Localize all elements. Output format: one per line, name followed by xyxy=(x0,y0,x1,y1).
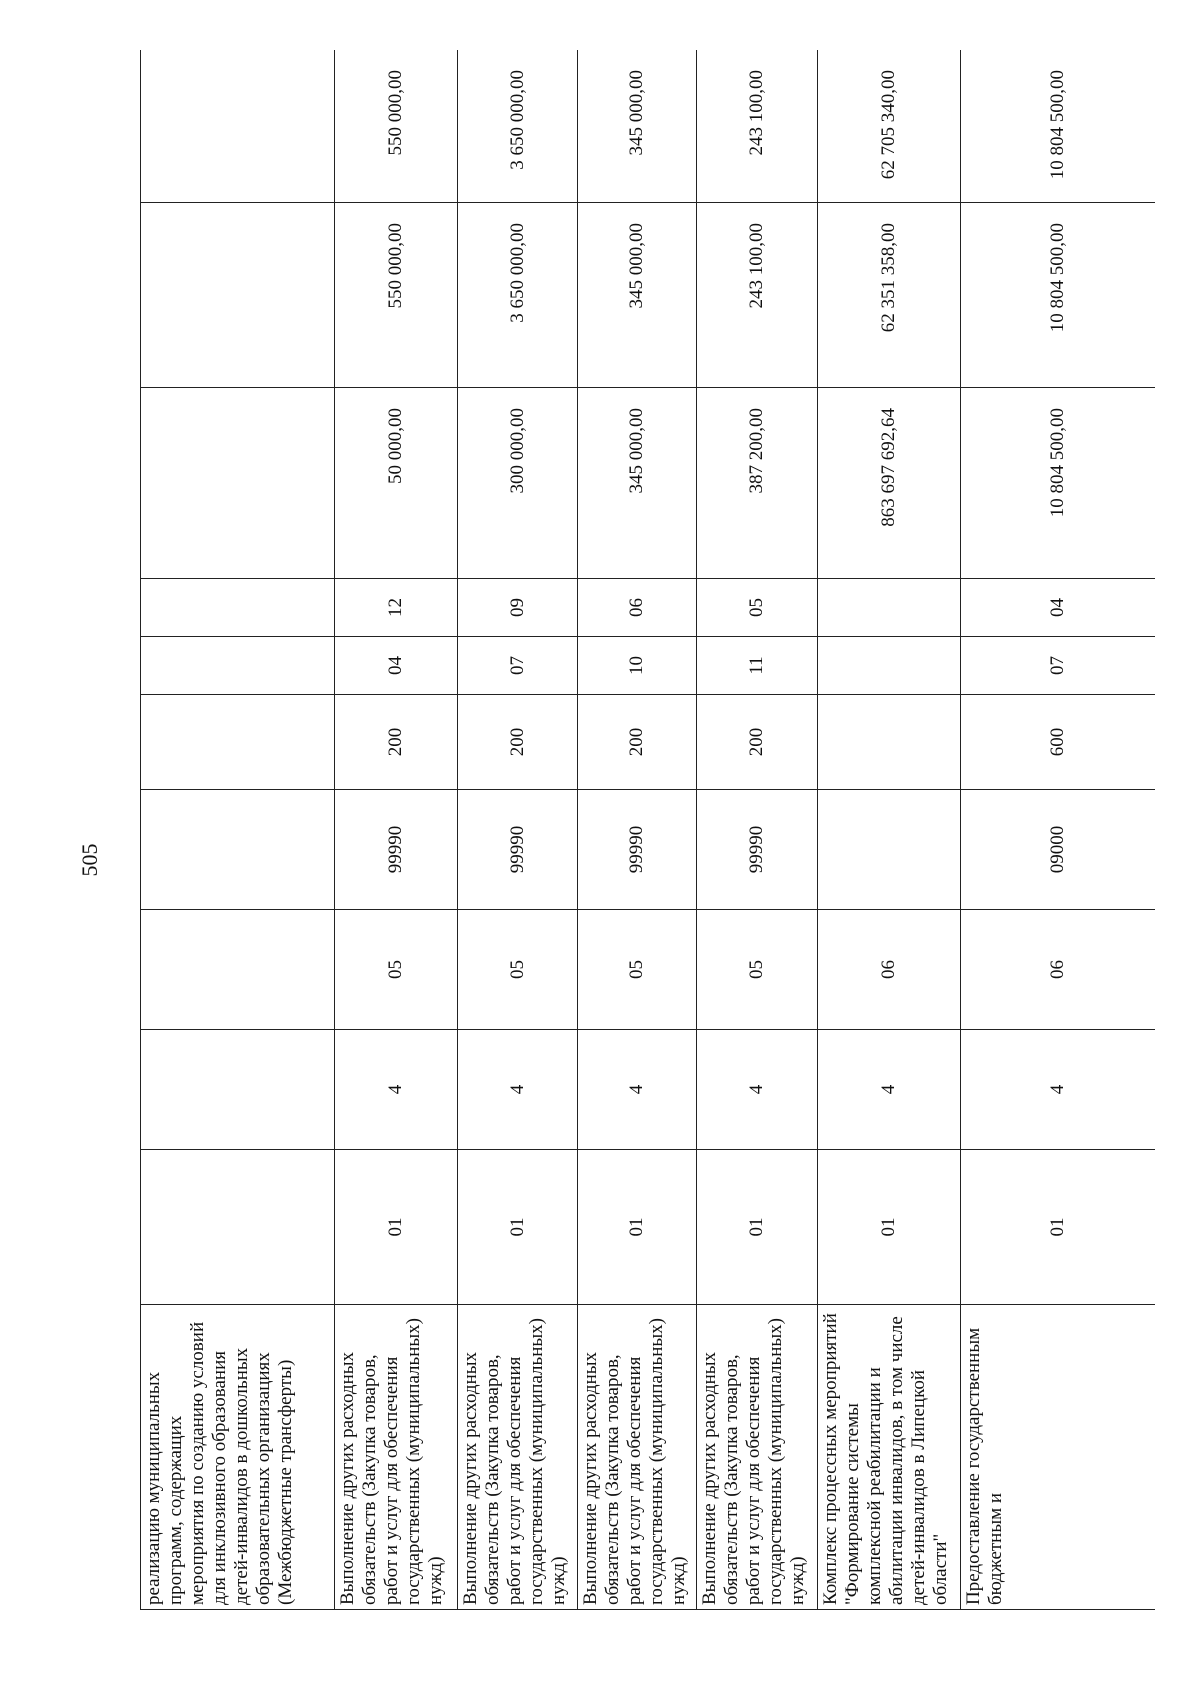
table-row xyxy=(818,50,961,1610)
cell-subsection: 06 xyxy=(578,579,697,637)
cell-direction xyxy=(141,910,335,1030)
cell-name: Выполнение других расходных обязательств (Закупка товаров, работ и услуг для обеспечения государственных (муниципальных) нужд) xyxy=(697,1305,818,1610)
cell-amount-2: 10 804 500,00 xyxy=(961,203,1156,388)
cell-section xyxy=(141,637,335,695)
cell-amount-3: 550 000,00 xyxy=(335,50,458,203)
cell-name: Предоставление государственным бюджетным и xyxy=(961,1305,1156,1610)
cell-program: 01 xyxy=(818,1150,961,1305)
table-row xyxy=(141,50,335,1610)
cell-expense-code: 09000 xyxy=(961,790,1156,910)
table-row xyxy=(961,50,1156,1610)
cell-section: 07 xyxy=(961,637,1156,695)
cell-expense-type: 200 xyxy=(578,695,697,790)
cell-section: 04 xyxy=(335,637,458,695)
cell-amount-2: 3 650 000,00 xyxy=(458,203,578,388)
table-row xyxy=(335,50,458,1610)
cell-subsection xyxy=(818,579,961,637)
cell-subprogram: 4 xyxy=(335,1030,458,1150)
cell-program: 01 xyxy=(335,1150,458,1305)
cell-amount-2: 62 351 358,00 xyxy=(818,203,961,388)
cell-section xyxy=(818,637,961,695)
cell-subsection: 12 xyxy=(335,579,458,637)
cell-subprogram: 4 xyxy=(697,1030,818,1150)
cell-amount-3: 62 705 340,00 xyxy=(818,50,961,203)
cell-name: Выполнение других расходных обязательств (Закупка товаров, работ и услуг для обеспечения государственных (муниципальных) нужд) xyxy=(578,1305,697,1610)
cell-amount-1: 10 804 500,00 xyxy=(961,388,1156,579)
cell-amount-2 xyxy=(141,203,335,388)
cell-amount-2: 243 100,00 xyxy=(697,203,818,388)
cell-subsection: 04 xyxy=(961,579,1156,637)
cell-name: реализацию муниципальных программ, содержащих мероприятия по созданию условий для инклюзивного образования детей-инвалидов в дошкольных образовательных организациях (Межбюджетные трансферты) xyxy=(141,1305,335,1610)
cell-program xyxy=(141,1150,335,1305)
cell-name: Выполнение других расходных обязательств (Закупка товаров, работ и услуг для обеспечения государственных (муниципальных) нужд) xyxy=(458,1305,578,1610)
cell-amount-1: 863 697 692,64 xyxy=(818,388,961,579)
cell-expense-code: 99990 xyxy=(335,790,458,910)
cell-expense-type: 200 xyxy=(335,695,458,790)
cell-subprogram: 4 xyxy=(578,1030,697,1150)
budget-table xyxy=(140,50,1155,1610)
cell-section: 07 xyxy=(458,637,578,695)
cell-amount-3: 10 804 500,00 xyxy=(961,50,1156,203)
cell-expense-type xyxy=(141,695,335,790)
cell-subprogram: 4 xyxy=(818,1030,961,1150)
cell-expense-type: 200 xyxy=(458,695,578,790)
cell-section: 11 xyxy=(697,637,818,695)
cell-expense-type: 600 xyxy=(961,695,1156,790)
cell-program: 01 xyxy=(961,1150,1156,1305)
budget-table-container xyxy=(140,50,1155,1610)
cell-amount-3: 243 100,00 xyxy=(697,50,818,203)
cell-expense-code: 99990 xyxy=(697,790,818,910)
cell-subprogram xyxy=(141,1030,335,1150)
table-row xyxy=(697,50,818,1610)
cell-amount-3 xyxy=(141,50,335,203)
cell-direction: 06 xyxy=(818,910,961,1030)
cell-amount-1: 345 000,00 xyxy=(578,388,697,579)
cell-amount-1: 387 200,00 xyxy=(697,388,818,579)
table-row xyxy=(458,50,578,1610)
cell-amount-3: 3 650 000,00 xyxy=(458,50,578,203)
cell-direction: 06 xyxy=(961,910,1156,1030)
cell-subsection: 09 xyxy=(458,579,578,637)
cell-amount-2: 550 000,00 xyxy=(335,203,458,388)
cell-direction: 05 xyxy=(458,910,578,1030)
cell-amount-2: 345 000,00 xyxy=(578,203,697,388)
cell-expense-type xyxy=(818,695,961,790)
budget-table-rotated xyxy=(140,50,1155,1610)
table-row xyxy=(578,50,697,1610)
cell-expense-code xyxy=(818,790,961,910)
cell-amount-1 xyxy=(141,388,335,579)
cell-program: 01 xyxy=(578,1150,697,1305)
page-number: 505 xyxy=(77,843,102,877)
cell-section: 10 xyxy=(578,637,697,695)
cell-name: Выполнение других расходных обязательств (Закупка товаров, работ и услуг для обеспечения государственных (муниципальных) нужд) xyxy=(335,1305,458,1610)
cell-direction: 05 xyxy=(578,910,697,1030)
cell-direction: 05 xyxy=(335,910,458,1030)
cell-expense-code xyxy=(141,790,335,910)
cell-program: 01 xyxy=(458,1150,578,1305)
cell-amount-1: 300 000,00 xyxy=(458,388,578,579)
cell-subprogram: 4 xyxy=(458,1030,578,1150)
cell-amount-3: 345 000,00 xyxy=(578,50,697,203)
cell-name: Комплекс процессных мероприятий "Формирование системы комплексной реабилитации и абилитации инвалидов, в том числе детей-инвалидов в Липецкой области" xyxy=(818,1305,961,1610)
cell-subsection: 05 xyxy=(697,579,818,637)
cell-expense-code: 99990 xyxy=(458,790,578,910)
cell-subsection xyxy=(141,579,335,637)
cell-expense-type: 200 xyxy=(697,695,818,790)
cell-subprogram: 4 xyxy=(961,1030,1156,1150)
cell-program: 01 xyxy=(697,1150,818,1305)
cell-expense-code: 99990 xyxy=(578,790,697,910)
cell-amount-1: 50 000,00 xyxy=(335,388,458,579)
cell-direction: 05 xyxy=(697,910,818,1030)
